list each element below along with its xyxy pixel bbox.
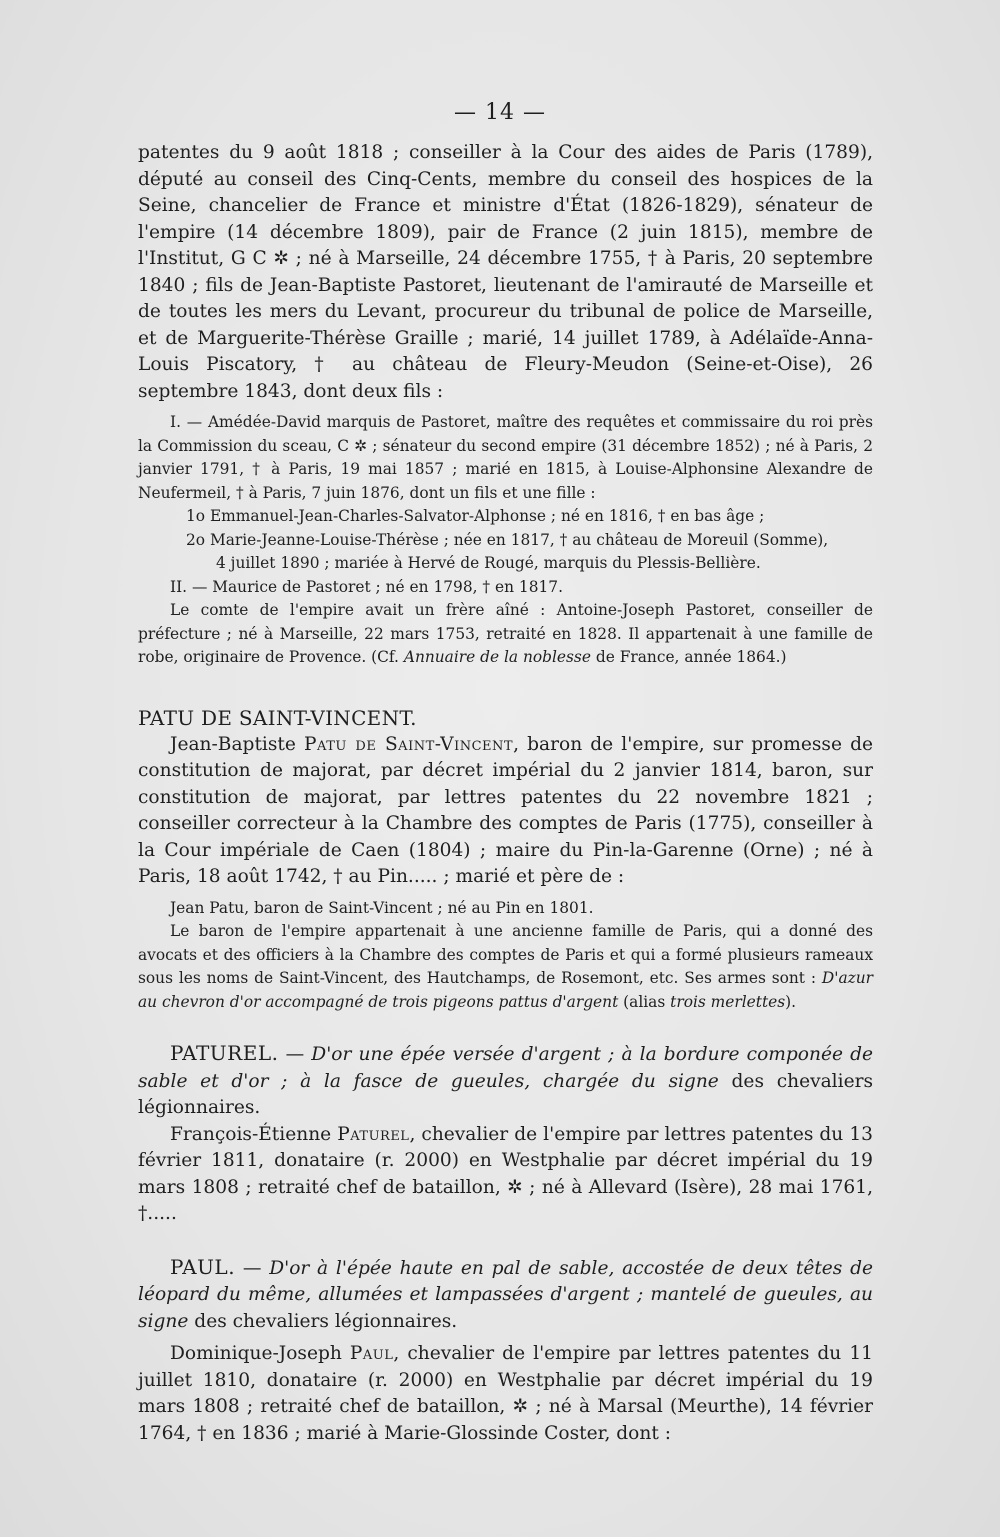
paturel-name: PATUREL. — [170, 1041, 279, 1065]
paturel-arms-end: des chevaliers légionnaires. — [138, 1070, 873, 1118]
patu-note-alias: (alias — [618, 992, 671, 1011]
patu-text-a: Jean-Baptiste — [170, 733, 304, 755]
paturel-person-name: Paturel — [337, 1123, 410, 1145]
pastoret-paragraph: patentes du 9 août 1818 ; conseiller à la Cour des aides de Paris (1789), député au conseil des Cinq-Cents, membre du conseil des hospices de la Seine, chancelier de France et ministre d'État (1826-1829), sénateur de l'empire (14 décembre 1809), pair de France (2 juin 1815), membre de l'Institut, G C ✲ ; né à Marseille, 24 décembre 1755, † à Paris, 20 septembre 1840 ; fils de Jean-Baptiste Pastoret, lieutenant de l'amirauté de Marseille et de toutes les mers du Levant, procureur du tribunal de police de Marseille, et de Marguerite-Thérèse Graille ; marié, 14 juillet 1789, à Adélaïde-Anna-Louis Piscatory, † au château de Fleury-Meudon (Seine-et-Oise), 26 septembre 1843, dont deux fils : — [138, 142, 873, 402]
paul-name: PAUL. — [170, 1254, 236, 1279]
paturel-arms — [138, 1040, 873, 1122]
paul-person-name: Paul — [349, 1343, 394, 1364]
paturel-dash: — — [278, 1044, 312, 1065]
pastoret-grandchild-2-cont: 4 juillet 1890 ; mariée à Hervé de Rougé, marquis du Plessis-Bellière. — [216, 554, 761, 572]
paul-text-a: Dominique-Joseph — [170, 1343, 350, 1364]
page-number: — 14 — — [454, 100, 546, 125]
patu-heading: PATU DE SAINT-VINCENT. — [138, 705, 417, 730]
paul-paragraph — [138, 1341, 873, 1447]
patu-note — [138, 920, 873, 1014]
note-italic: Annuaire de la noblesse — [403, 648, 591, 666]
patu-text-b: , baron de l'empire, sur promesse de constitution de majorat, par décret impérial du 2 janvier 1814, baron, sur constitution de majorat, par lettres patentes du 22 novembre 1821 ; conseiller correcteur à la Chambre des comptes de Paris (1775), conseiller à la Cour impériale de Caen (1804) ; maire du Pin-la-Garenne (Orne) ; né à Paris, 18 août 1742, † au Pin..... ; marié et père de : — [138, 733, 873, 887]
pastoret-grandchild-2: 2o Marie-Jeanne-Louise-Thérèse ; née en 1817, † au château de Moreuil (Somme), — [186, 530, 829, 549]
patu-child: Jean Patu, baron de Saint-Vincent ; né au Pin en 1801. — [170, 898, 594, 917]
note-text: Le comte de l'empire avait un frère aîné : Antoine-Joseph Pastoret, conseiller de préfecture ; né à Marseille, 22 mars 1753, retraité en 1828. Il appartenait à une famille de robe, originaire de Provence. (Cf. — [138, 601, 873, 666]
paturel-text-a: François-Étienne — [170, 1123, 338, 1145]
patu-paragraph — [138, 732, 873, 891]
paul-arms — [138, 1254, 873, 1336]
patu-arms: D'azur au chevron d'or accompagné de trois pigeons pattus d'argent — [138, 969, 873, 1011]
patu-name: Patu de Saint-Vincent — [304, 733, 514, 755]
paul-arms-end: des chevaliers légionnaires. — [188, 1310, 458, 1332]
paturel-arms-italic: D'or une épée versée d'argent ; à la bordure componée de sable et d'or ; à la fasce de gueules, chargée du signe — [138, 1044, 873, 1092]
pastoret-son-2: II. — Maurice de Pastoret ; né en 1798, † en 1817. — [170, 577, 563, 596]
patu-note-text: Le baron de l'empire appartenait à une ancienne famille de Paris, qui a donné des avocats et des officiers à la Chambre des comptes de Paris et qui a formé plusieurs rameaux sous les noms de Saint-Vincent, des Hautchamps, de Rosemont, etc. Ses armes sont : — [138, 922, 873, 987]
paturel-text-b: , chevalier de l'empire par lettres patentes du 13 février 1811, donataire (r. 2000) en Westphalie par décret impérial du 19 mars 1808 ; retraité chef de bataillon, ✲ ; né à Allevard (Isère), 28 mai 1761, †..... — [138, 1123, 873, 1224]
paul-arms-italic: D'or à l'épée haute en pal de sable, accostée de deux têtes de léopard du même, allumées et lampassées d'argent ; mantelé de gueules, au signe — [138, 1257, 874, 1332]
paturel-paragraph — [138, 1122, 873, 1228]
pastoret-son-1: I. — Amédée-David marquis de Pastoret, maître des requêtes et commissaire du roi près la Commission du sceau, C ✲ ; sénateur du second empire (31 décembre 1852) ; né à Paris, 2 janvier 1791, † à Paris, 19 mai 1857 ; marié en 1815, à Louise-Alphonsine Alexandre de Neufermeil, † à Paris, 7 juin 1876, dont un fils et une fille : — [138, 413, 873, 502]
paul-dash: — — [235, 1257, 270, 1279]
patu-note-end: ). — [785, 992, 797, 1011]
patu-arms-alias: trois merlettes — [670, 992, 786, 1011]
paul-text-b: , chevalier de l'empire par lettres patentes du 11 juillet 1810, donataire (r. 2000) en Westphalie par décret impérial du 19 mars 1808 ; retraité chef de bataillon, ✲ ; né à Marsal (Meurthe), 14 février 1764, † en 1836 ; marié à Marie-Glossinde Coster, dont : — [138, 1343, 873, 1444]
pastoret-grandchild-1: 1o Emmanuel-Jean-Charles-Salvator-Alphonse ; né en 1816, † en bas âge ; — [186, 507, 765, 525]
pastoret-note — [138, 599, 873, 670]
page-content — [138, 140, 873, 1447]
note-text-end: de France, année 1864.) — [590, 648, 787, 666]
